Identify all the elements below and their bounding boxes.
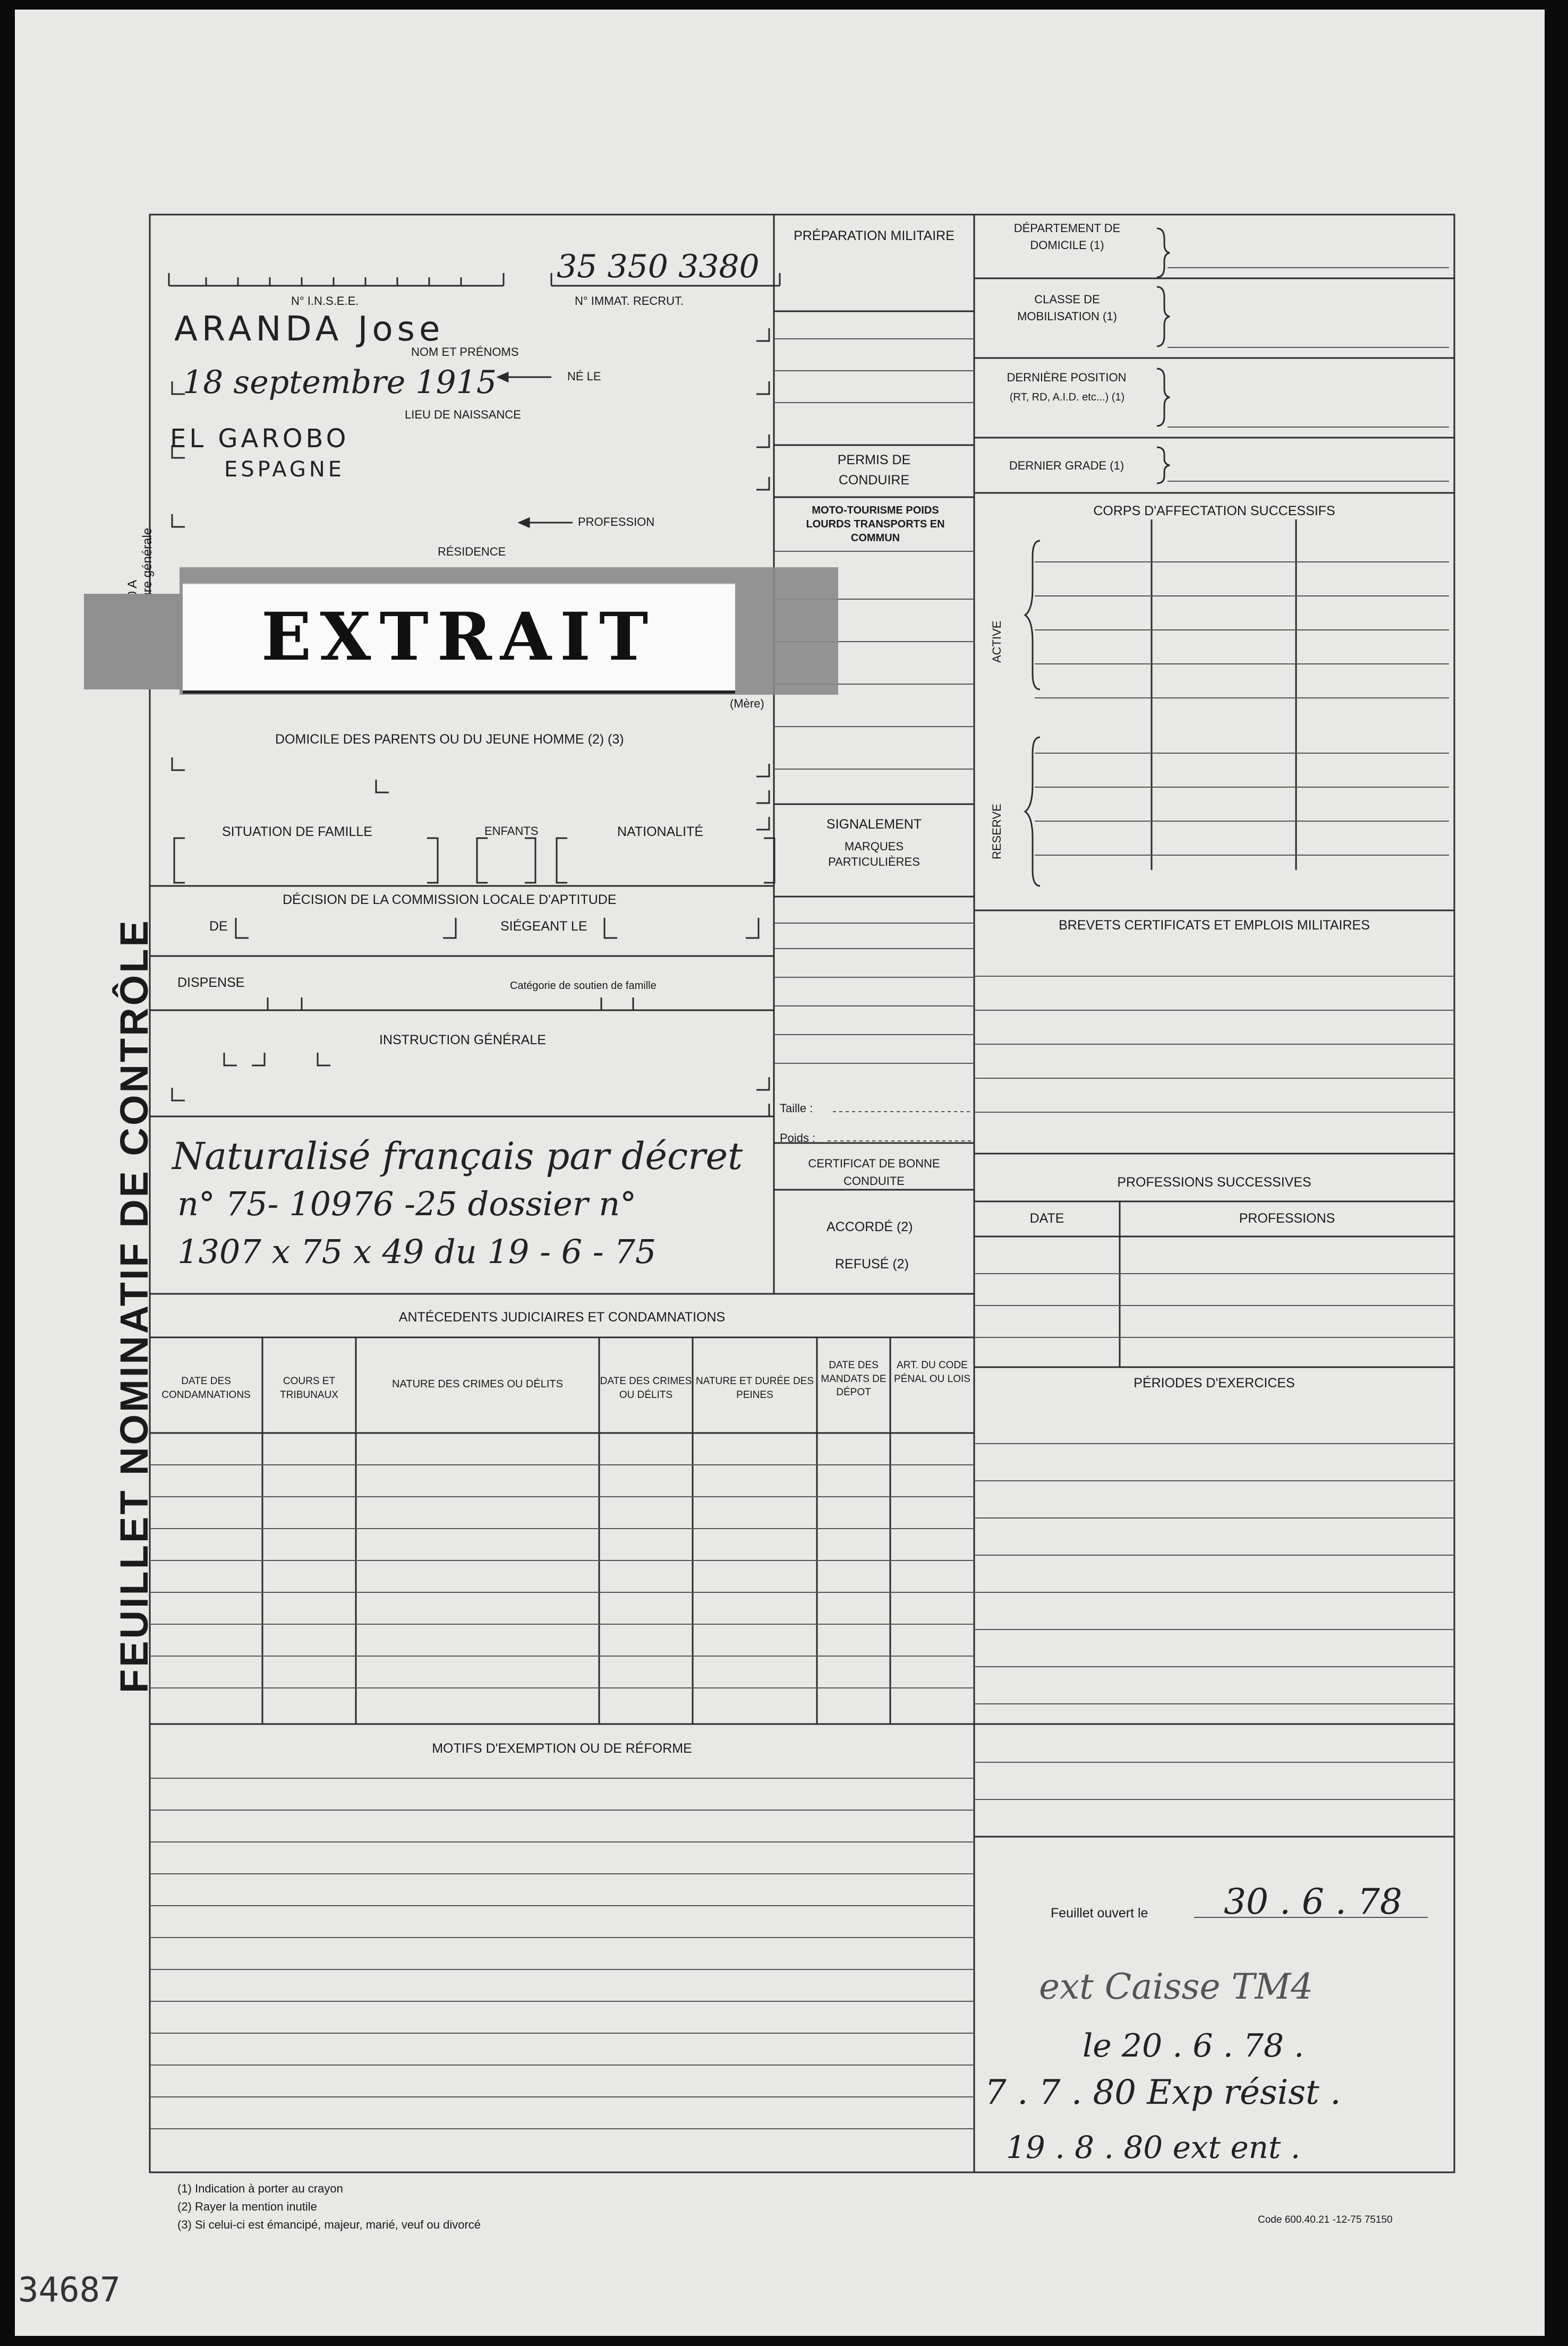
antecedents-title: ANTÉCEDENTS JUDICIAIRES ET CONDAMNATIONS xyxy=(398,1310,726,1325)
derniere-position-sub: (RT, RD, A.I.D. etc...) (1) xyxy=(1009,391,1125,403)
motifs-title: MOTIFS D'EXEMPTION OU DE RÉFORME xyxy=(432,1741,692,1756)
brevets-label: BREVETS CERTIFICATS ET EMPLOIS MILITAIRES xyxy=(1059,918,1370,933)
antecedents-col-7: ART. DU CODE PÉNAL OU LOIS xyxy=(894,1360,970,1385)
permis-label: PERMIS DE CONDUIRE xyxy=(837,453,911,488)
handwritten-line-4: 19 . 8 . 80 ext ent . xyxy=(1006,2129,1301,2165)
immat-value: 35 350 3380 xyxy=(557,248,760,285)
permis-sub-label: MOTO-TOURISME POIDS LOURDS TRANSPORTS EN COMMUN xyxy=(806,505,945,544)
immat-label: N° IMMAT. RECRUT. xyxy=(575,294,684,308)
signalement-label: SIGNALEMENT xyxy=(826,817,922,832)
antecedents-col-2: COURS ET TRIBUNAUX xyxy=(280,1376,338,1401)
extrait-label: EXTRAIT xyxy=(183,583,735,694)
accorde-label: ACCORDÉ (2) xyxy=(826,1219,913,1234)
commission-label: DÉCISION DE LA COMMISSION LOCALE D'APTITUDE xyxy=(283,892,617,907)
poids-label: Poids : xyxy=(780,1131,816,1145)
dispense-label: DISPENSE xyxy=(177,975,245,990)
derniere-position-label: DERNIÈRE POSITION xyxy=(1007,371,1127,384)
name-value: ARANDA Jose xyxy=(174,310,445,349)
naturalization-note-3: 1307 x 75 x 49 du 19 - 6 - 75 xyxy=(177,1232,657,1271)
birthplace-value-2: ESPAGNE xyxy=(224,457,345,482)
antecedents-col-4: DATE DES CRIMES OU DÉLITS xyxy=(600,1376,692,1401)
departement-label: DÉPARTEMENT DE DOMICILE (1) xyxy=(1013,221,1121,252)
date-col-label: DATE xyxy=(1029,1211,1064,1226)
footnote-1: (1) Indication à porter au crayon xyxy=(177,2182,343,2195)
prep-militaire-label: PRÉPARATION MILITAIRE xyxy=(794,228,955,243)
handwritten-line-1: ext Caisse TM4 xyxy=(1039,1966,1314,2007)
mother-label: (Mère) xyxy=(730,697,764,710)
archive-id: 34687 xyxy=(18,2271,121,2310)
siegeant-label: SIÉGEANT LE xyxy=(500,919,587,934)
name-label: NOM ET PRÉNOMS xyxy=(411,345,519,359)
form-sheet xyxy=(15,10,1545,2336)
birthplace-label: LIEU DE NAISSANCE xyxy=(405,408,521,421)
taille-label: Taille : xyxy=(780,1102,813,1115)
profession-label: PROFESSION xyxy=(578,515,655,528)
footnote-2: (2) Rayer la mention inutile xyxy=(177,2200,317,2213)
insee-label: N° I.N.S.E.E. xyxy=(291,294,359,308)
family-label: SITUATION DE FAMILLE xyxy=(222,824,372,839)
form-code: Code 600.40.21 -12-75 75150 xyxy=(1258,2214,1393,2225)
certificat-label: CERTIFICAT DE BONNE CONDUITE xyxy=(808,1157,940,1188)
professions-col-label: PROFESSIONS xyxy=(1239,1211,1335,1226)
active-label: ACTIVE xyxy=(990,620,1003,663)
residence-label: RÉSIDENCE xyxy=(438,545,506,558)
birth-date-value: 18 septembre 1915 xyxy=(183,364,497,401)
periodes-label: PÉRIODES D'EXERCICES xyxy=(1134,1376,1295,1390)
antecedents-col-3: NATURE DES CRIMES OU DÉLITS xyxy=(392,1378,563,1390)
feuillet-label: Feuillet ouvert le xyxy=(1051,1906,1148,1921)
big-side-title: FEUILLET NOMINATIF DE CONTRÔLE xyxy=(112,918,156,1693)
instruction-label: INSTRUCTION GÉNÉRALE xyxy=(379,1033,546,1047)
soutien-label: Catégorie de soutien de famille xyxy=(510,980,657,992)
professions-successives-label: PROFESSIONS SUCCESSIVES xyxy=(1117,1175,1311,1190)
antecedents-col-1: DATE DES CONDAMNATIONS xyxy=(161,1376,251,1401)
tape-left xyxy=(84,594,190,689)
parents-label: DOMICILE DES PARENTS OU DU JEUNE HOMME (2) (3) xyxy=(275,732,624,747)
marques-label: MARQUES PARTICULIÈRES xyxy=(828,840,920,868)
children-label: ENFANTS xyxy=(484,824,539,838)
classe-label: CLASSE DE MOBILISATION (1) xyxy=(1017,293,1117,323)
de-label: DE xyxy=(209,919,228,934)
naturalization-note-1: Naturalisé français par décret xyxy=(172,1134,743,1178)
corps-label: CORPS D'AFFECTATION SUCCESSIFS xyxy=(1093,504,1335,518)
born-label: NÉ LE xyxy=(567,370,601,383)
naturalization-note-2: n° 75- 10976 -25 dossier n° xyxy=(177,1184,637,1223)
antecedents-col-6: DATE DES MANDATS DE DÉPOT xyxy=(821,1360,887,1398)
dernier-grade-label: DERNIER GRADE (1) xyxy=(1009,459,1124,472)
handwritten-line-2: le 20 . 6 . 78 . xyxy=(1083,2027,1305,2065)
handwritten-line-3: 7 . 7 . 80 Exp résist . xyxy=(985,2073,1341,2112)
antecedents-col-5: NATURE ET DURÉE DES PEINES xyxy=(695,1376,814,1401)
refuse-label: REFUSÉ (2) xyxy=(835,1257,909,1272)
feuillet-date-value: 30 . 6 . 78 xyxy=(1224,1881,1402,1922)
reserve-label: RESERVE xyxy=(990,804,1003,859)
nationality-label: NATIONALITÉ xyxy=(617,824,704,839)
footnote-3: (3) Si celui-ci est émancipé, majeur, marié, veuf ou divorcé xyxy=(177,2218,481,2231)
birthplace-value-1: EL GAROBO xyxy=(170,424,350,454)
